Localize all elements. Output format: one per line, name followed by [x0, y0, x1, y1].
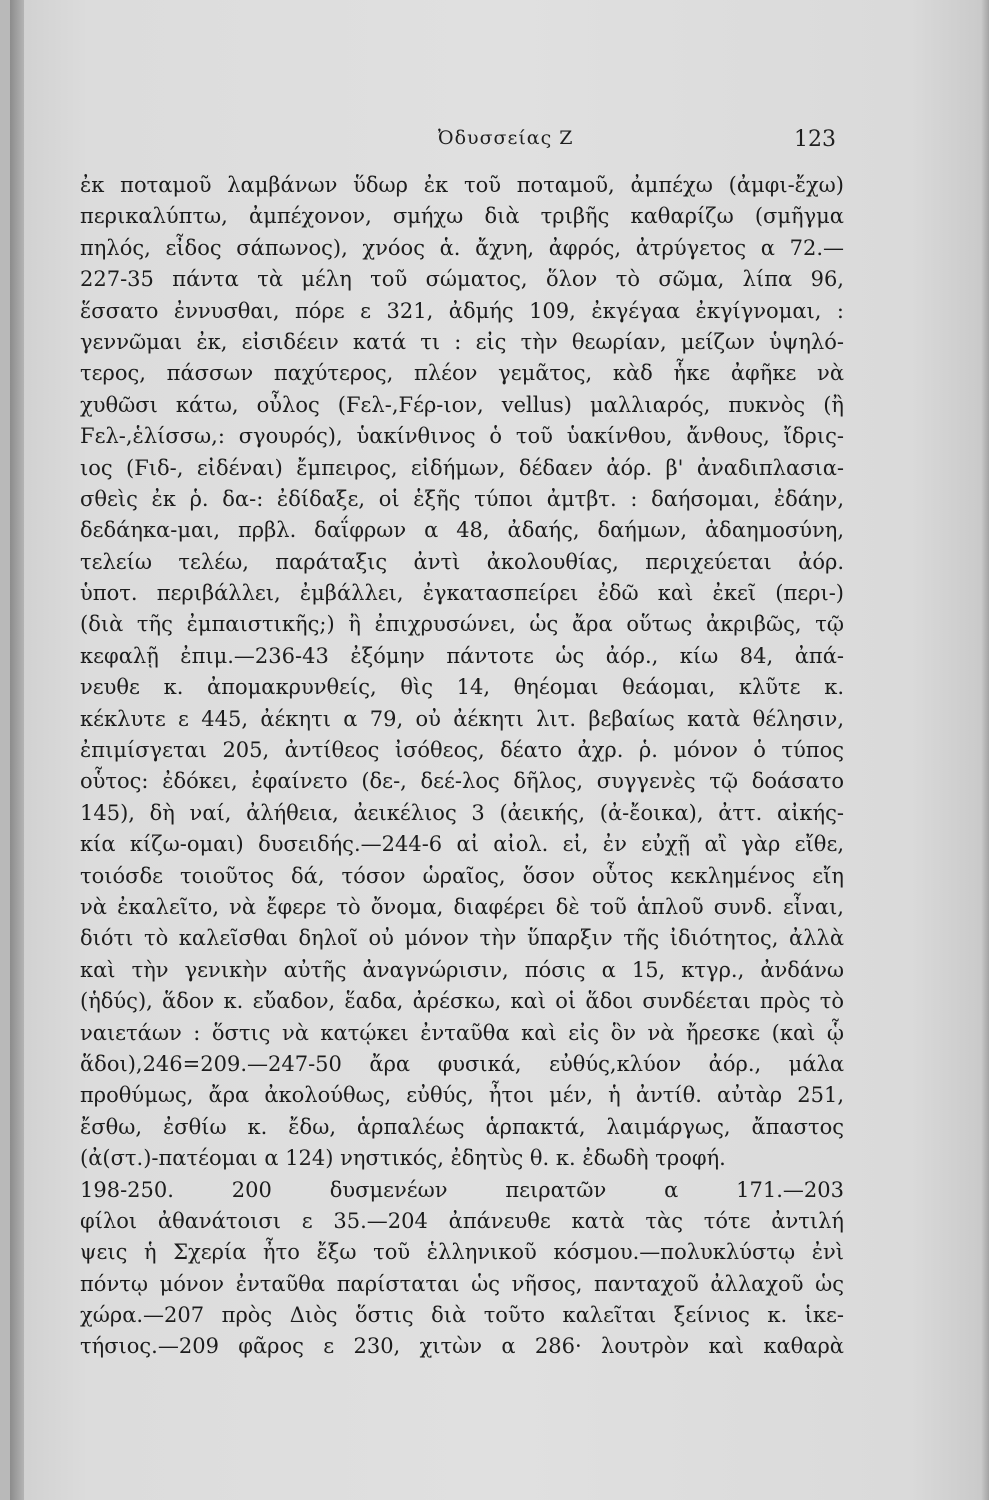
text-line: (ἡδύς), ἅδον κ. εὔαδον, ἕαδα, ἀρέσκω, καὶ οἱ ἅδοι συνδέεται πρὸς τὸ: [80, 989, 844, 1014]
text-line: ιος (Ϝιδ-, εἰδέναι) ἔμπειρος, εἰδήμων, δέδαεν ἀόρ. β' ἀναδιπλασια-: [80, 455, 844, 480]
text-line: τελείω τελέω, παράταξις ἀντὶ ἀκολουθίας, περιχεύεται ἀόρ.: [80, 549, 844, 574]
text-line: ἔσθω, ἐσθίω κ. ἔδω, ἁρπαλέως ἁρπακτά, λαιμάργως, ἄπαστος: [80, 1114, 844, 1139]
page-number: 123: [794, 127, 836, 152]
text-line: σθεὶς ἐκ ῥ. δα-: ἐδίδαξε, οἱ ἑξῆς τύποι ἀμτβτ. : δαήσομαι, ἐδάην,: [80, 486, 844, 511]
text-line: δεδάηκα-μαι, πρβλ. δαΐφρων α 48, ἀδαής, δαήμων, ἀδαημοσύνη,: [80, 518, 844, 543]
text-line: ψεις ἡ Σχερία ἦτο ἔξω τοῦ ἑλληνικοῦ κόσμου.—πολυκλύστῳ ἐνὶ: [80, 1240, 844, 1265]
text-line: Ϝελ-,ἑλίσσω,: σγουρός), ὑακίνθινος ὁ τοῦ ὑακίνθου, ἄνθους, ἴδρις-: [80, 424, 844, 449]
text-line: τοιόσδε τοιοῦτος δά, τόσον ὡραῖος, ὅσον οὗτος κεκλημένος εἴη: [80, 863, 844, 888]
text-line: ἐκ ποταμοῦ λαμβάνων ὕδωρ ἐκ τοῦ ποταμοῦ, ἀμπέχω (ἀμφι-ἔχω): [80, 173, 844, 197]
text-line: (ἀ(στ.)-πατέομαι α 124) νηστικός, ἐδητὺς θ. κ. ἐδωδὴ τροφή.: [80, 1146, 726, 1171]
text-line: ἐπιμίσγεται 205, ἀντίθεος ἰσόθεος, δέατο ἀχρ. ῥ. μόνον ὁ τύπος: [80, 738, 844, 763]
page-gutter: [10, 0, 24, 1500]
text-line: (διὰ τῆς ἐμπαιστικῆς;) ἢ ἐπιχρυσώνει, ὡς ἄρα οὕτως ἀκριβῶς, τῷ: [80, 612, 844, 637]
book-page: [10, 0, 989, 1500]
text-line: χυθῶσι κάτω, οὖλος (Ϝελ-,Ϝέρ-ιον, vellus) μαλλιαρός, πυκνὸς (ἢ: [80, 392, 844, 417]
text-line: τήσιος.—209 φᾶρος ε 230, χιτὼν α 286· λουτρὸν καὶ καθαρὰ: [80, 1334, 844, 1359]
text-line: προθύμως, ἄρα ἀκολούθως, εὐθύς, ἦτοι μέν, ἡ ἀντίθ. αὐτὰρ 251,: [80, 1083, 844, 1108]
text-line: 227-35 πάντα τὰ μέλη τοῦ σώματος, ὅλον τὸ σῶμα, λίπα 96,: [80, 267, 844, 292]
text-line: καὶ τὴν γενικὴν αὐτῆς ἀναγνώρισιν, πόσις α 15, κτγρ., ἀνδάνω: [80, 957, 844, 982]
text-line: πόντῳ μόνον ἐνταῦθα παρίσταται ὡς νῆσος, πανταχοῦ ἀλλαχοῦ ὡς: [80, 1271, 844, 1296]
text-line: οὗτος: ἐδόκει, ἐφαίνετο (δε-, δεέ-λος δῆλος, συγγενὲς τῷ δοάσατο: [80, 769, 844, 794]
text-line: κεφαλῇ ἐπιμ.—236-43 ἐξόμην πάντοτε ὡς ἀόρ., κίω 84, ἀπά-: [80, 643, 844, 668]
section-heading-line: 198-250. 200 δυσμενέων πειρατῶν α 171.—203: [80, 1177, 844, 1202]
text-line: ναιετάων : ὅστις νὰ κατῴκει ἐνταῦθα καὶ εἰς ὃν νὰ ἤρεσκε (καὶ ᾧ: [80, 1020, 844, 1045]
text-line: κέκλυτε ε 445, ἀέκητι α 79, οὐ ἀέκητι λιτ. βεβαίως κατὰ θέλησιν,: [80, 706, 844, 731]
commentary-text: [80, 170, 844, 1363]
text-line: νὰ ἐκαλεῖτο, νὰ ἔφερε τὸ ὄνομα, διαφέρει δὲ τοῦ ἁπλοῦ συνδ. εἶναι,: [80, 894, 844, 919]
page-edge-shadow: [981, 0, 989, 1500]
text-line: 145), δὴ ναί, ἀλήθεια, ἀεικέλιος 3 (ἀεικής, (ἀ-ἔοικα), ἀττ. αἰκής-: [80, 800, 844, 825]
text-line: γεννῶμαι ἐκ, εἰσιδέειν κατά τι : εἰς τὴν θεωρίαν, μείζων ὑψηλό-: [80, 329, 844, 354]
text-line: περικαλύπτω, ἀμπέχονον, σμήχω διὰ τριβῆς καθαρίζω (σμῆγμα: [80, 204, 844, 229]
text-line: χώρα.—207 πρὸς Διὸς ὅστις διὰ τοῦτο καλεῖται ξείνιος κ. ἱκε-: [80, 1303, 844, 1328]
text-line: τερος, πάσσων παχύτερος, πλέον γεμᾶτος, κὰδ ἧκε ἀφῆκε νὰ: [80, 361, 844, 386]
text-line: διότι τὸ καλεῖσθαι δηλοῖ οὐ μόνον τὴν ὕπαρξιν τῆς ἰδιότητος, ἀλλὰ: [80, 926, 844, 951]
text-line: φίλοι ἀθανάτοισι ε 35.—204 ἀπάνευθε κατὰ τὰς τότε ἀντιλή: [80, 1208, 844, 1233]
running-head-title: Ὀδυσσείας Ζ: [438, 127, 574, 149]
text-line: πηλός, εἶδος σάπωνος), χνόος ἁ. ἄχνη, ἀφρός, ἀτρύγετος α 72.—: [80, 235, 844, 260]
text-line: κία κίζω-ομαι) δυσειδής.—244-6 αἰ αἰολ. εἰ, ἐν εὐχῇ αἲ γὰρ εἴθε,: [80, 832, 844, 857]
text-line: ὑποτ. περιβάλλει, ἐμβάλλει, ἐγκατασπείρει ἐδῶ καὶ ἐκεῖ (περι-): [80, 581, 844, 606]
text-line: ἅδοι),246=209.—247-50 ἄρα φυσικά, εὐθύς,κλύον ἀόρ., μάλα: [80, 1051, 844, 1076]
text-line: νευθε κ. ἀπομακρυνθείς, θὶς 14, θηέομαι θεάομαι, κλῦτε κ.: [80, 675, 844, 700]
text-line: ἕσσατο ἐννυσθαι, πόρε ε 321, ἀδμής 109, ἐκγέγαα ἐκγίγνομαι, :: [80, 298, 844, 323]
